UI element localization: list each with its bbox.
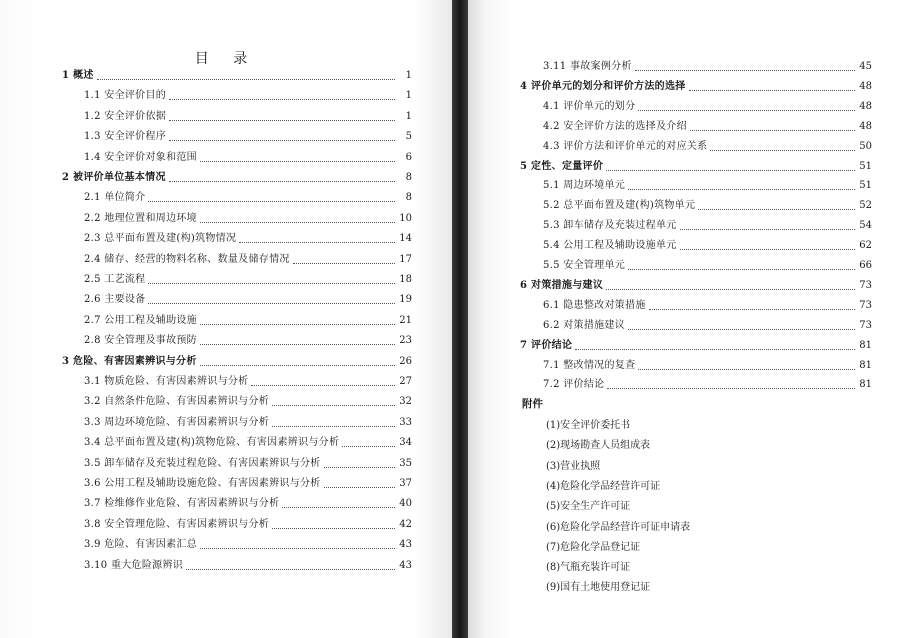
toc-leader-dots — [689, 90, 855, 91]
toc-chapter-entry — [62, 353, 412, 369]
toc-page-number: 81 — [859, 379, 872, 391]
toc-section-entry — [543, 217, 872, 233]
toc-page-number: 37 — [399, 478, 412, 489]
toc-entry-label: 2.8 安全管理及事故预防 — [84, 335, 197, 347]
toc-section-entry — [543, 237, 872, 253]
toc-leader-dots — [251, 385, 395, 386]
toc-entry-label: 3.4 总平面布置及建(构)筑物危险、有害因素辨识与分析 — [84, 437, 340, 449]
toc-page-number: 62 — [859, 240, 872, 252]
toc-leader-dots — [575, 349, 855, 350]
toc-section-entry — [543, 197, 872, 213]
toc-page-number: 5 — [405, 131, 412, 143]
toc-leader-dots — [200, 548, 395, 549]
toc-page-number: 26 — [399, 355, 412, 367]
toc-leader-dots — [606, 170, 855, 171]
toc-entry-label: 3.1 物质危险、有害因素辨识与分析 — [84, 376, 249, 387]
toc-page-number: 32 — [399, 396, 412, 408]
toc-entry-label: 5 定性、定量评价 — [520, 160, 604, 172]
toc-section-entry — [543, 317, 872, 333]
toc-leader-dots — [324, 487, 395, 488]
toc-section-entry — [84, 475, 412, 491]
toc-leader-dots — [169, 120, 395, 121]
annex-item: (7)危险化学品登记证 — [546, 541, 641, 553]
toc-section-entry — [84, 210, 412, 226]
toc-section-entry — [84, 251, 412, 267]
toc-page-number: 54 — [859, 220, 872, 232]
toc-entry-label: 5.4 公用工程及辅助设施单元 — [543, 240, 677, 252]
toc-entry-label: 2 被评价单位基本情况 — [62, 172, 166, 183]
toc-page-number: 40 — [399, 498, 412, 510]
toc-section-entry — [84, 414, 412, 430]
toc-entry-label: 3.3 周边环境危险、有害因素辨识与分析 — [84, 416, 270, 428]
toc-entry-label: 3 危险、有害因素辨识与分析 — [62, 355, 197, 367]
toc-title: 目 录 — [194, 51, 258, 67]
toc-page-number: 73 — [859, 279, 872, 291]
left-page — [0, 0, 452, 638]
toc-entry-label: 3.11 事故案例分析 — [543, 61, 632, 72]
toc-leader-dots — [680, 229, 855, 230]
toc-section-entry — [84, 373, 412, 389]
toc-chapter-entry — [520, 78, 872, 94]
toc-leader-dots — [239, 242, 395, 243]
toc-leader-dots — [698, 209, 855, 210]
toc-page-number: 27 — [399, 376, 412, 387]
toc-leader-dots — [628, 269, 855, 270]
toc-entry-label: 4 评价单元的划分和评价方法的选择 — [520, 80, 686, 92]
toc-leader-dots — [169, 181, 395, 182]
toc-leader-dots — [690, 130, 855, 131]
toc-entry-label: 2.4 储存、经营的物料名称、数量及储存情况 — [84, 253, 290, 265]
toc-page-number: 81 — [859, 339, 872, 351]
toc-page-number: 52 — [859, 200, 872, 212]
toc-page-number: 45 — [859, 61, 872, 72]
annex-item: (3)营业执照 — [546, 460, 601, 472]
toc-leader-dots — [148, 283, 395, 284]
toc-leader-dots — [710, 150, 855, 151]
toc-section-entry — [543, 98, 872, 114]
toc-entry-label: 5.3 卸车储存及充装过程单元 — [543, 220, 677, 232]
toc-chapter-entry — [62, 169, 412, 185]
toc-page-number: 43 — [399, 539, 412, 551]
toc-section-entry — [84, 149, 412, 165]
toc-leader-dots — [272, 405, 395, 406]
toc-leader-dots — [148, 303, 395, 304]
toc-entry-label: 3.6 公用工程及辅助设施危险、有害因素辨识与分析 — [84, 478, 321, 489]
toc-entry-label: 3.10 重大危险源辨识 — [84, 559, 184, 571]
toc-page-number: 48 — [859, 80, 872, 92]
toc-section-entry — [543, 118, 872, 134]
toc-entry-label: 3.9 危险、有害因素汇总 — [84, 539, 197, 551]
toc-section-entry — [84, 108, 412, 124]
toc-entry-label: 3.5 卸车储存及充装过程危险、有害因素辨识与分析 — [84, 457, 321, 469]
toc-leader-dots — [628, 189, 855, 190]
toc-entry-label: 2.2 地理位置和周边环境 — [84, 212, 197, 224]
toc-section-entry — [84, 128, 412, 144]
toc-page-number: 48 — [859, 120, 872, 132]
annex-item: (1)安全评价委托书 — [546, 420, 631, 431]
toc-chapter-entry — [62, 67, 412, 83]
toc-entry-label: 4.2 安全评价方法的选择及介绍 — [543, 120, 687, 132]
toc-entry-label: 4.3 评价方法和评价单元的对应关系 — [543, 140, 708, 152]
right-page — [468, 0, 908, 638]
toc-leader-dots — [272, 528, 395, 529]
toc-leader-dots — [628, 329, 855, 330]
annex-item: (2)现场勘查人员组成表 — [546, 440, 651, 452]
toc-entry-label: 1 概述 — [62, 70, 94, 81]
annex-item: (5)安全生产许可证 — [546, 501, 631, 513]
toc-section-entry — [84, 434, 412, 450]
toc-chapter-entry — [520, 277, 872, 293]
toc-entry-label: 6 对策措施与建议 — [520, 279, 604, 291]
toc-page-number: 42 — [399, 518, 412, 530]
annex-heading: 附件 — [522, 398, 543, 410]
toc-page-number: 8 — [405, 172, 412, 183]
toc-section-entry — [84, 271, 412, 287]
toc-page-number: 73 — [859, 319, 872, 331]
toc-chapter-entry — [520, 158, 872, 174]
toc-leader-dots — [169, 99, 395, 100]
toc-page-number: 48 — [859, 100, 872, 112]
annex-item: (6)危险化学品经营许可证申请表 — [546, 521, 691, 533]
toc-section-entry — [84, 455, 412, 471]
toc-entry-label: 5.5 安全管理单元 — [543, 260, 626, 271]
toc-entry-label: 1.4 安全评价对象和范围 — [84, 151, 197, 163]
toc-section-entry — [84, 557, 412, 573]
toc-page-number: 81 — [859, 359, 872, 371]
toc-page-number: 14 — [399, 233, 412, 245]
toc-entry-label: 1.1 安全评价目的 — [84, 90, 167, 102]
toc-entry-label: 5.2 总平面布置及建(构)筑物单元 — [543, 200, 696, 212]
toc-entry-label: 7.2 评价结论 — [543, 379, 605, 391]
toc-chapter-entry — [520, 337, 872, 353]
toc-section-entry — [84, 393, 412, 409]
toc-section-entry — [543, 357, 872, 373]
toc-entry-label: 6.1 隐患整改对策措施 — [543, 299, 646, 311]
toc-entry-label: 1.2 安全评价依据 — [84, 110, 167, 122]
toc-section-entry — [543, 376, 872, 392]
toc-entry-label: 7 评价结论 — [520, 339, 573, 351]
toc-section-entry — [84, 516, 412, 532]
toc-section-entry — [543, 177, 872, 193]
annex-item: (9)国有土地使用登记证 — [546, 582, 651, 594]
toc-leader-dots — [272, 426, 395, 427]
toc-section-entry — [543, 58, 872, 74]
toc-leader-dots — [148, 201, 395, 202]
toc-entry-label: 7.1 整改情况的复查 — [543, 359, 636, 371]
toc-section-entry — [84, 189, 412, 205]
toc-page-number: 19 — [399, 294, 412, 306]
toc-entry-label: 6.2 对策措施建议 — [543, 319, 626, 331]
toc-section-entry — [84, 87, 412, 103]
toc-page-number: 1 — [405, 90, 412, 102]
toc-leader-dots — [200, 222, 395, 223]
toc-section-entry — [84, 291, 412, 307]
toc-section-entry — [84, 312, 412, 328]
toc-page-number: 10 — [399, 212, 412, 224]
toc-section-entry — [84, 495, 412, 511]
toc-page-number: 1 — [405, 70, 412, 81]
toc-leader-dots — [97, 79, 395, 80]
toc-leader-dots — [169, 140, 395, 141]
annex-item: (8)气瓶充装许可证 — [546, 562, 631, 574]
toc-section-entry — [84, 536, 412, 552]
toc-entry-label: 2.5 工艺流程 — [84, 274, 146, 285]
toc-page-number: 35 — [399, 457, 412, 469]
toc-leader-dots — [186, 569, 395, 570]
toc-entry-label: 2.3 总平面布置及建(构)筑物情况 — [84, 233, 237, 245]
toc-page-number: 17 — [399, 253, 412, 265]
toc-leader-dots — [200, 344, 395, 345]
toc-entry-label: 3.2 自然条件危险、有害因素辨识与分析 — [84, 396, 270, 408]
toc-entry-label: 1.3 安全评价程序 — [84, 131, 167, 143]
toc-section-entry — [84, 230, 412, 246]
toc-page-number: 8 — [405, 192, 412, 204]
toc-section-entry — [543, 138, 872, 154]
toc-leader-dots — [200, 365, 395, 366]
toc-leader-dots — [607, 388, 855, 389]
toc-leader-dots — [282, 507, 395, 508]
toc-page-number: 51 — [859, 160, 872, 172]
toc-page-number: 18 — [399, 274, 412, 285]
toc-leader-dots — [342, 446, 395, 447]
toc-section-entry — [84, 332, 412, 348]
toc-leader-dots — [200, 161, 395, 162]
toc-page-number: 51 — [859, 180, 872, 192]
toc-leader-dots — [293, 263, 395, 264]
toc-page-number: 1 — [405, 110, 412, 122]
toc-leader-dots — [606, 289, 855, 290]
book-spine — [452, 0, 468, 638]
toc-leader-dots — [680, 249, 855, 250]
toc-page-number: 50 — [859, 140, 872, 152]
annex-item: (4)危险化学品经营许可证 — [546, 480, 661, 492]
toc-page-number: 33 — [399, 416, 412, 428]
toc-page-number: 21 — [399, 314, 412, 326]
toc-page-number: 34 — [399, 437, 412, 449]
toc-leader-dots — [638, 369, 855, 370]
toc-page-number: 66 — [859, 260, 872, 271]
toc-section-entry — [543, 297, 872, 313]
toc-section-entry — [543, 257, 872, 273]
toc-leader-dots — [200, 324, 395, 325]
toc-page-number: 43 — [399, 559, 412, 571]
toc-leader-dots — [635, 70, 855, 71]
toc-leader-dots — [649, 309, 855, 310]
toc-entry-label: 2.1 单位简介 — [84, 192, 146, 204]
toc-page-number: 6 — [405, 151, 412, 163]
toc-entry-label: 4.1 评价单元的划分 — [543, 100, 636, 112]
toc-entry-label: 2.6 主要设备 — [84, 294, 146, 306]
toc-entry-label: 3.8 安全管理危险、有害因素辨识与分析 — [84, 518, 270, 530]
toc-leader-dots — [324, 467, 395, 468]
toc-entry-label: 3.7 检维修作业危险、有害因素辨识与分析 — [84, 498, 280, 510]
toc-entry-label: 5.1 周边环境单元 — [543, 180, 626, 192]
toc-page-number: 23 — [399, 335, 412, 347]
toc-page-number: 73 — [859, 299, 872, 311]
toc-leader-dots — [638, 110, 855, 111]
toc-entry-label: 2.7 公用工程及辅助设施 — [84, 314, 197, 326]
